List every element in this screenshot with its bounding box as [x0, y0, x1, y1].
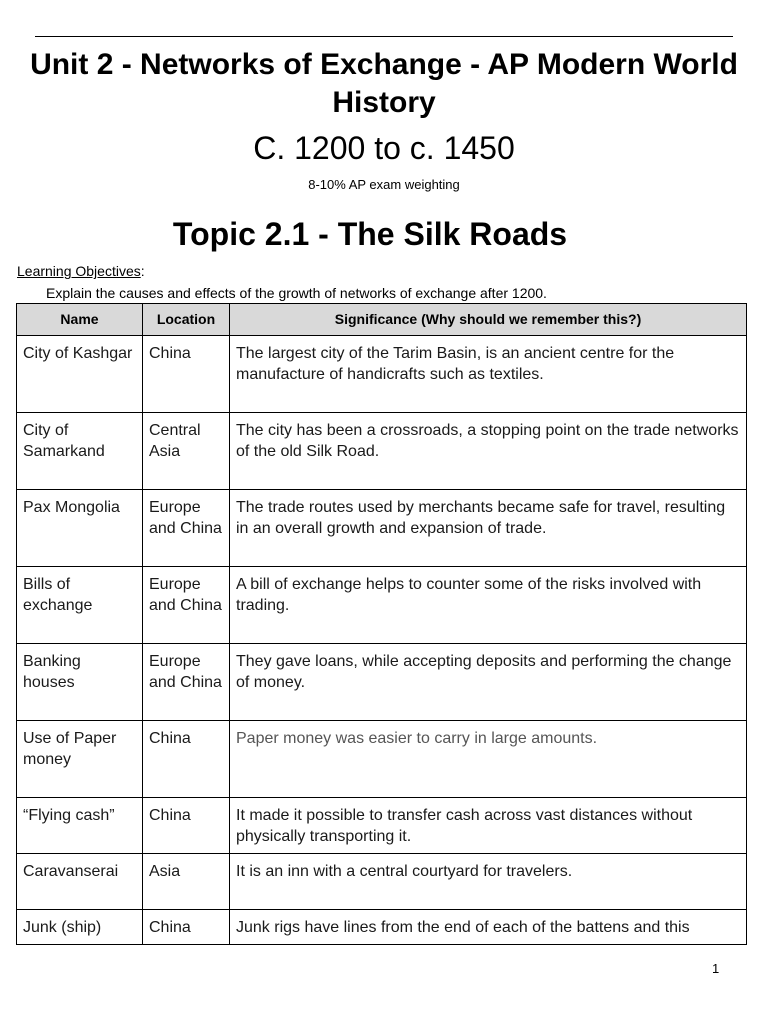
cell-name: Caravanserai: [17, 854, 143, 910]
cell-significance: A bill of exchange helps to counter some of the risks involved with trading.: [230, 567, 747, 644]
page-number: 1: [712, 961, 720, 976]
cell-name: City of Kashgar: [17, 336, 143, 413]
cell-location: China: [143, 721, 230, 798]
table-row: [17, 567, 747, 644]
cell-name: Junk (ship): [17, 910, 143, 945]
unit-title: Unit 2 - Networks of Exchange - AP Modern World History: [30, 48, 738, 119]
cell-significance: It made it possible to transfer cash across vast distances without physically transporting it.: [230, 798, 747, 854]
table-row: [17, 798, 747, 854]
cell-name: Use of Paper money: [17, 721, 143, 798]
learning-objectives-heading: Learning Objectives: [17, 263, 141, 279]
table-row: [17, 910, 747, 945]
header-location: Location: [143, 304, 230, 336]
cell-location: Central Asia: [143, 413, 230, 490]
silk-roads-table: [16, 303, 747, 945]
cell-significance: It is an inn with a central courtyard for travelers.: [230, 854, 747, 910]
cell-location: Europe and China: [143, 490, 230, 567]
cell-location: China: [143, 336, 230, 413]
table-header-row: [17, 304, 747, 336]
topic-title: Topic 2.1 - The Silk Roads: [172, 216, 568, 252]
table-row: [17, 336, 747, 413]
header-significance: Significance (Why should we remember this?): [230, 304, 747, 336]
learning-objectives-colon: :: [140, 263, 145, 279]
cell-significance: The trade routes used by merchants became safe for travel, resulting in an overall growth and expansion of trade.: [230, 490, 747, 567]
cell-name: Pax Mongolia: [17, 490, 143, 567]
cell-name: Bills of exchange: [17, 567, 143, 644]
table-row: [17, 854, 747, 910]
cell-significance: The largest city of the Tarim Basin, is an ancient centre for the manufacture of handicrafts such as textiles.: [230, 336, 747, 413]
date-range: C. 1200 to c. 1450: [253, 130, 515, 166]
cell-location: Asia: [143, 854, 230, 910]
cell-significance: They gave loans, while accepting deposits and performing the change of money.: [230, 644, 747, 721]
cell-name: Banking houses: [17, 644, 143, 721]
cell-location: China: [143, 798, 230, 854]
cell-significance: The city has been a crossroads, a stopping point on the trade networks of the old Silk Road.: [230, 413, 747, 490]
learning-objectives-label: [17, 262, 145, 280]
table-row: [17, 413, 747, 490]
cell-name: City of Samarkand: [17, 413, 143, 490]
cell-location: Europe and China: [143, 567, 230, 644]
exam-weighting: 8-10% AP exam weighting: [308, 177, 460, 192]
cell-significance: Junk rigs have lines from the end of each of the battens and this: [230, 910, 747, 945]
cell-significance: Paper money was easier to carry in large amounts.: [230, 721, 747, 798]
table-row: [17, 490, 747, 567]
cell-location: China: [143, 910, 230, 945]
learning-objective-text: Explain the causes and effects of the growth of networks of exchange after 1200.: [46, 285, 547, 301]
cell-name: “Flying cash”: [17, 798, 143, 854]
top-rule: [35, 36, 733, 37]
cell-location: Europe and China: [143, 644, 230, 721]
header-name: Name: [17, 304, 143, 336]
table-row: [17, 644, 747, 721]
table-row: [17, 721, 747, 798]
